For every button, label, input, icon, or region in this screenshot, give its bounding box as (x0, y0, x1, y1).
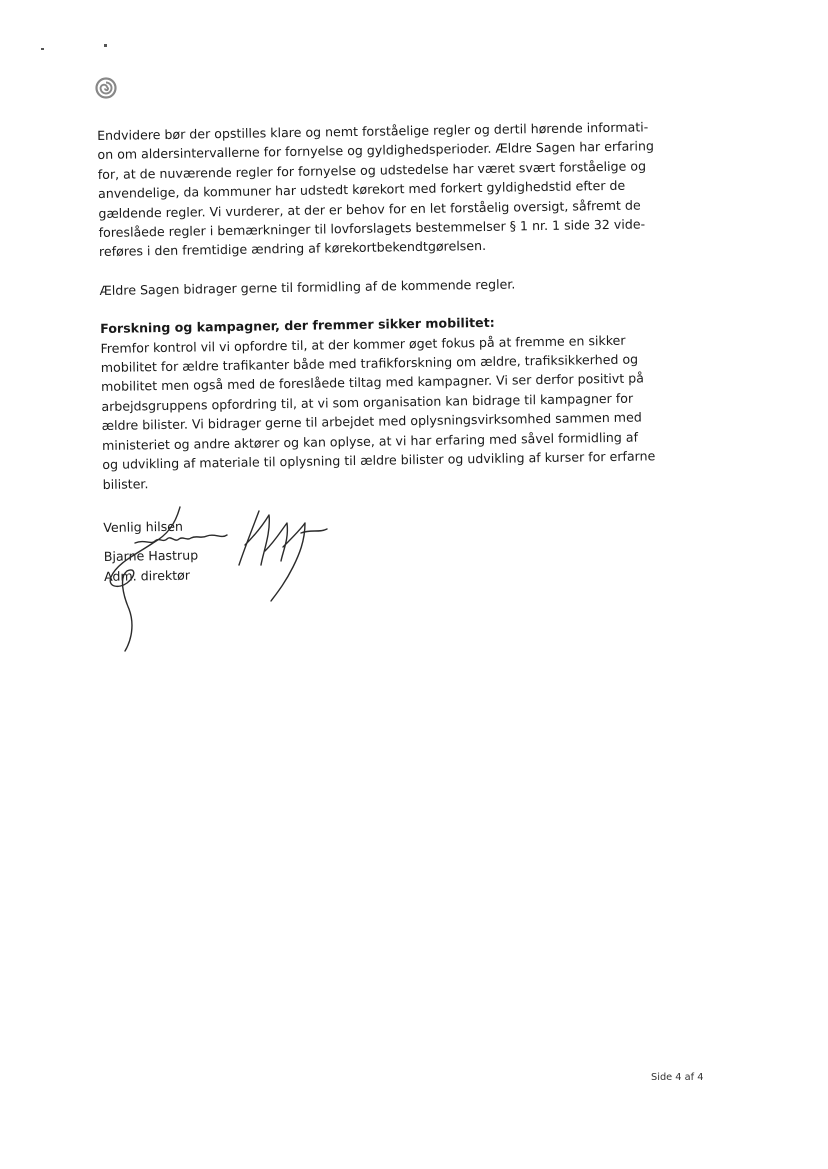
text-line: anvendelige, da kommuner har udstedt kørekort med forkert gyldighedstid efter de (97, 177, 626, 202)
section-heading: Forskning og kampagner, der fremmer sikker mobilitet: (100, 315, 495, 337)
closing-greeting: Venlig hilsen (103, 518, 184, 535)
text-line: Endvidere bør der opstilles klare og nemt forståelige regler og dertil hørende informati- (97, 119, 649, 143)
text-line: ældre bilister. Vi bidrager gerne til arbejdet med oplysningsvirksomhed sammen med (101, 409, 642, 434)
text-line: Fremfor kontrol vil vi opfordre til, at der kommer øget fokus på at fremme en sikker (100, 332, 626, 356)
spiral-logo-icon (95, 77, 117, 99)
paragraph-dissemination (99, 271, 699, 300)
signatory-title: Adm. direktør (103, 567, 191, 584)
scan-speck (104, 44, 107, 47)
text-line: on om aldersintervallerne for fornyelse og gyldighedsperioder. Ældre Sagen har erfaring (97, 138, 655, 163)
text-line: bilister. (102, 475, 149, 492)
scan-speck (41, 48, 44, 50)
signatory-name: Bjarne Hastrup (103, 547, 199, 564)
letter-body (97, 117, 704, 588)
text-line: Ældre Sagen bidrager gerne til formidling af de kommende regler. (99, 276, 516, 298)
page-number: Side 4 af 4 (651, 1072, 704, 1083)
section-research-campaigns (100, 310, 703, 494)
text-line: mobilitet men også med de foreslåede tiltag med kampagner. Vi ser derfor positivt på (100, 370, 645, 395)
paragraph-rules-information (97, 117, 699, 262)
text-line: og udvikling af materiale til oplysning til ældre bilister og udvikling af kurser for erfarne (102, 448, 656, 473)
text-line: ministeriet og andre aktører og kan oplyse, at vi har erfaring med såvel formidling af (101, 429, 639, 453)
text-line: mobilitet for ældre trafikanter både med trafikforskning om ældre, trafiksikkerhed og (100, 351, 639, 376)
text-line: arbejdsgruppens opfordring til, at vi som organisation kan bidrage til kampagner for (101, 390, 634, 414)
closing-block (103, 506, 704, 587)
text-line: for, at de nuværende regler for fornyelse og udstedelse har været svært forståelige og (97, 158, 647, 182)
text-line: foreslåede regler i bemærkninger til lovforslagets bestemmelser § 1 nr. 1 side 32 vide- (98, 216, 646, 241)
text-line: gældende regler. Vi vurderer, at der er behov for en let forståelig oversigt, såfremt de (98, 197, 641, 221)
text-line: reføres i den fremtidige ændring af kørekortbekendtgørelsen. (98, 238, 487, 260)
